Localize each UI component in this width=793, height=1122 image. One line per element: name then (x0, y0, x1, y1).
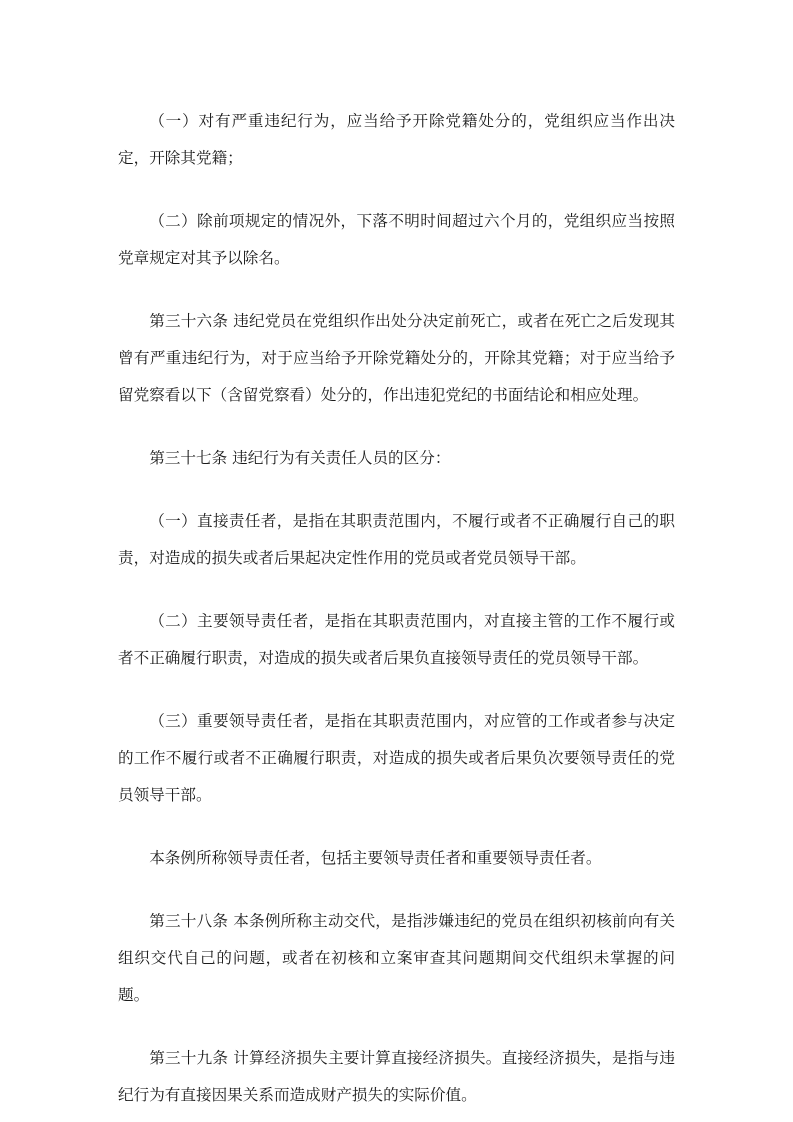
paragraph-article-36: 第三十六条 违纪党员在党组织作出处分决定前死亡，或者在死亡之后发现其曾有严重违纪行为，对于应当给予开除党籍处分的，开除其党籍；对于应当给予留党察看以下（含留党察看）处分的，作出违犯党纪的书面结论和相应处理。 (118, 312, 675, 404)
paragraph-direct-responsible: （一）直接责任者，是指在其职责范围内，不履行或者不正确履行自己的职责，对造成的损失或者后果起决定性作用的党员或者党员领导干部。 (118, 512, 675, 567)
paragraph-article-39: 第三十九条 计算经济损失主要计算直接经济损失。直接经济损失，是指与违纪行为有直接因果关系而造成财产损失的实际价值。 (118, 1049, 675, 1104)
paragraph-main-leadership: （二）主要领导责任者，是指在其职责范围内，对直接主管的工作不履行或者不正确履行职责，对造成的损失或者后果负直接领导责任的党员领导干部。 (118, 612, 675, 667)
paragraph-important-leadership: （三）重要领导责任者，是指在其职责范围内，对应管的工作或者参与决定的工作不履行或者不正确履行职责，对造成的损失或者后果负次要领导责任的党员领导干部。 (118, 712, 675, 804)
paragraph-item-1-expulsion: （一）对有严重违纪行为，应当给予开除党籍处分的，党组织应当作出决定，开除其党籍； (118, 112, 675, 167)
paragraph-item-2-removal: （二）除前项规定的情况外，下落不明时间超过六个月的，党组织应当按照党章规定对其予以除名。 (118, 212, 675, 267)
paragraph-leadership-definition: 本条例所称领导责任者，包括主要领导责任者和重要领导责任者。 (149, 849, 602, 867)
paragraph-article-38: 第三十八条 本条例所称主动交代，是指涉嫌违纪的党员在组织初核前向有关组织交代自己的问题，或者在初核和立案审查其问题期间交代组织未掌握的问题。 (118, 912, 675, 1004)
paragraph-article-37: 第三十七条 违纪行为有关责任人员的区分： (149, 449, 451, 467)
